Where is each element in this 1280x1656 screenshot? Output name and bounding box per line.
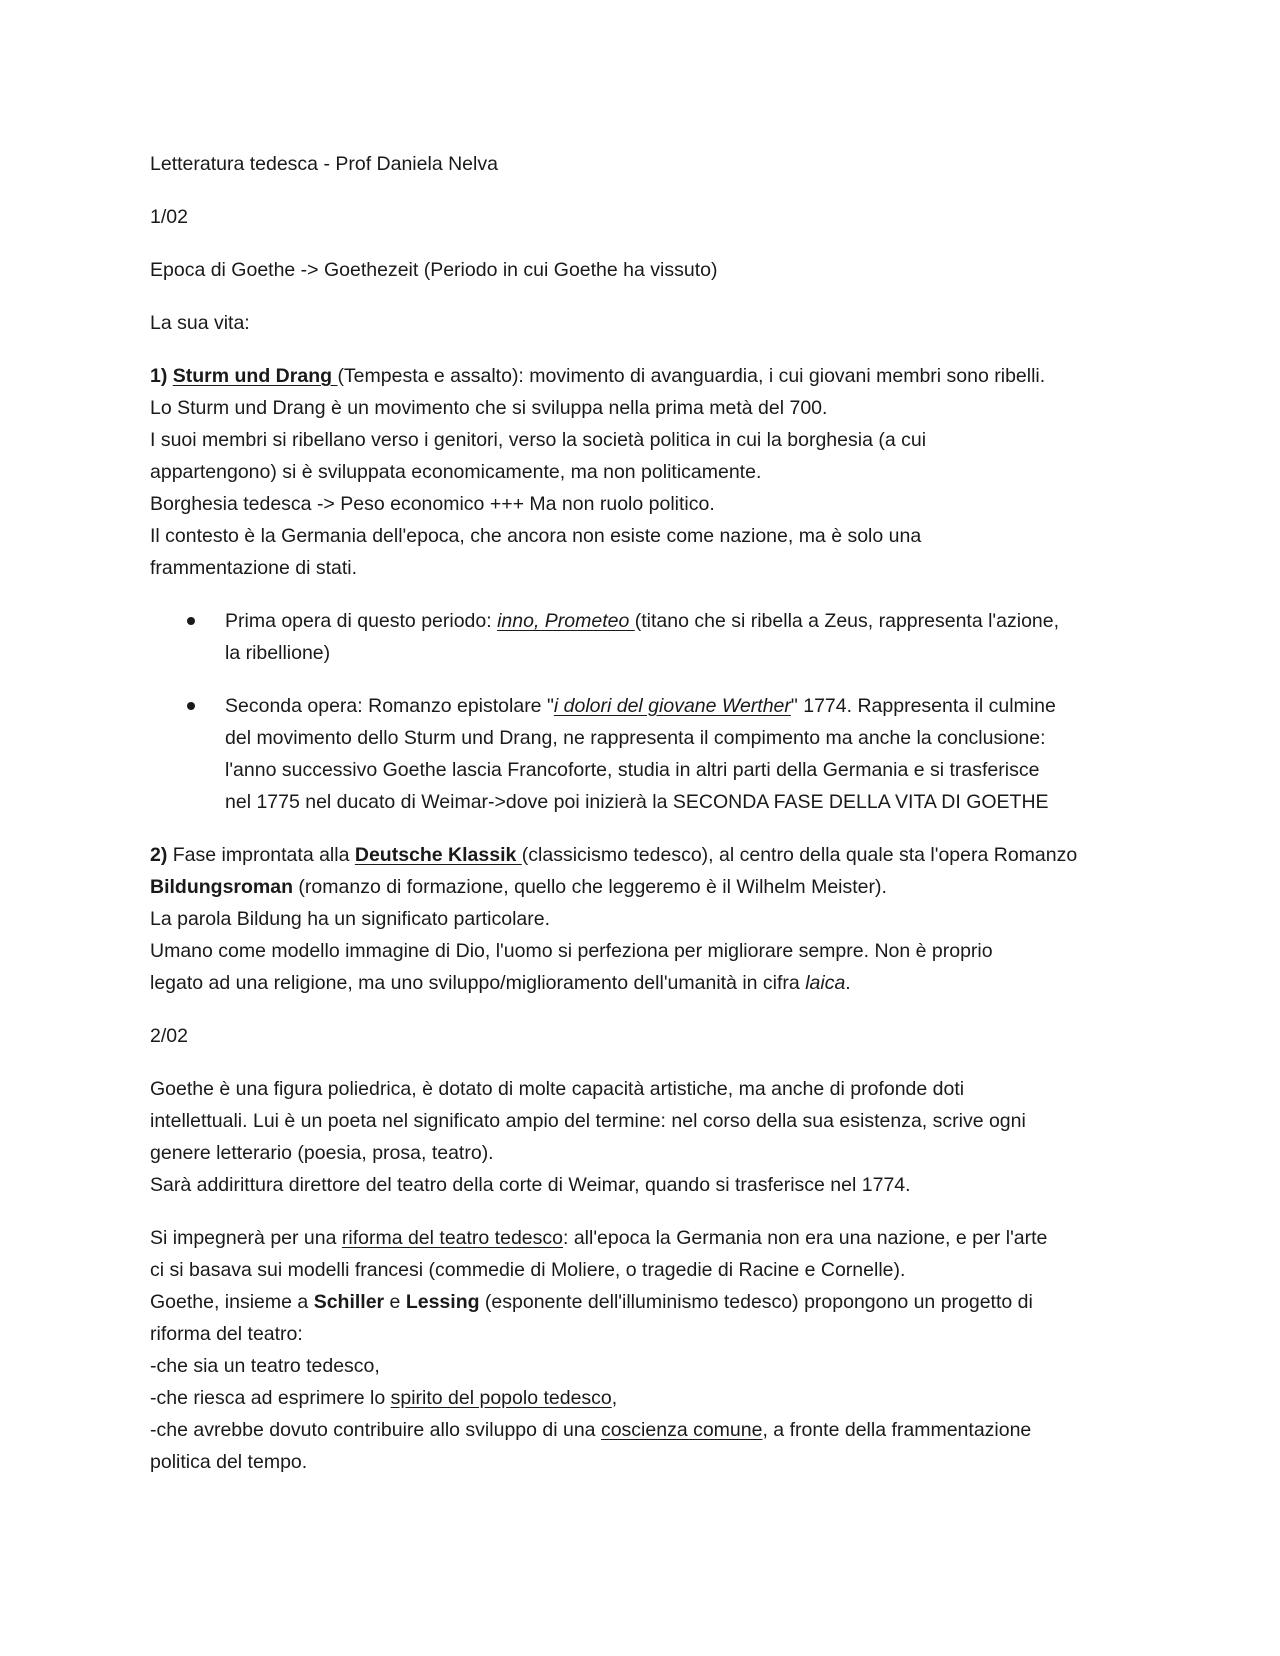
- term-coscienza-comune: coscienza comune: [600, 1419, 763, 1441]
- text-line: intellettuali. Lui è un poeta nel significato ampio del termine: nel corso della sua esistenza, scrive ogni: [150, 1110, 1026, 1132]
- text-line: [225, 605, 1130, 637]
- text-line: [150, 967, 1130, 999]
- emphasis-laica: laica: [805, 972, 846, 994]
- text-line: appartengono) si è sviluppata economicamente, ma non politicamente.: [150, 461, 762, 483]
- works-list: [150, 605, 1130, 818]
- text-line: [150, 1286, 1130, 1318]
- section-number: 2): [150, 844, 168, 866]
- text-line: politica del tempo.: [150, 1451, 308, 1473]
- text-span: .: [845, 972, 851, 994]
- date-heading-2: 2/02: [150, 1025, 188, 1047]
- text-span: Seconda opera: Romanzo epistolare ": [225, 695, 554, 717]
- text-line: ci si basava sui modelli francesi (commedie di Moliere, o tragedie di Racine e Cornelle).: [150, 1259, 906, 1281]
- text-line: [150, 1382, 1130, 1414]
- text-line: [225, 690, 1130, 722]
- section-number: 1): [150, 365, 168, 387]
- section-theatre-reform: [150, 1222, 1130, 1478]
- text-line: [150, 1222, 1130, 1254]
- text-span: ,: [611, 1387, 618, 1409]
- section-deutsche-klassik: [150, 839, 1130, 999]
- text-line: [150, 839, 1130, 871]
- text-span: -che riesca ad esprimere lo: [150, 1387, 391, 1409]
- name-lessing: Lessing: [405, 1291, 480, 1313]
- text-line: -che sia un teatro tedesco,: [150, 1355, 380, 1377]
- term-sturm-und-drang: Sturm und Drang: [172, 365, 338, 387]
- work-title-prometeo: inno, Prometeo: [497, 610, 635, 632]
- text-span: e: [384, 1291, 406, 1313]
- text-span: (romanzo di formazione, quello che leggeremo è il Wilhelm Meister).: [293, 876, 887, 898]
- text-line: nel 1775 nel ducato di Weimar->dove poi inizierà la SECONDA FASE DELLA VITA DI GOETHE: [225, 791, 1049, 813]
- text-span: (esponente dell'illuminismo tedesco) propongono un progetto di: [479, 1291, 1033, 1313]
- text-line: genere letterario (poesia, prosa, teatro).: [150, 1142, 494, 1164]
- bullet-icon: [187, 702, 195, 710]
- text-span: (titano che si ribella a Zeus, rappresenta l'azione,: [634, 610, 1060, 632]
- text-span: legato ad una religione, ma uno sviluppo/miglioramento dell'umanità in cifra: [150, 972, 806, 994]
- text-line: [150, 871, 1130, 903]
- term-deutsche-klassik: Deutsche Klassik: [354, 844, 522, 866]
- text-line: Borghesia tedesca -> Peso economico +++ Ma non ruolo politico.: [150, 493, 715, 515]
- text-line: Sarà addirittura direttore del teatro della corte di Weimar, quando si trasferisce nel 1774.: [150, 1174, 911, 1196]
- term-riforma-teatro: riforma del teatro tedesco: [341, 1227, 563, 1249]
- term-bildungsroman: Bildungsroman: [150, 876, 294, 898]
- list-item: [150, 605, 1130, 669]
- text-line: frammentazione di stati.: [150, 557, 358, 579]
- text-line: la ribellione): [225, 642, 331, 664]
- text-line: Lo Sturm und Drang è un movimento che si sviluppa nella prima metà del 700.: [150, 397, 828, 419]
- text-line: Goethe è una figura poliedrica, è dotato di molte capacità artistiche, ma anche di profonde doti: [150, 1078, 965, 1100]
- text-span: Prima opera di questo periodo:: [225, 610, 498, 632]
- document-title: Letteratura tedesca - Prof Daniela Nelva: [150, 153, 498, 175]
- text-span: Si impegnerà per una: [150, 1227, 342, 1249]
- term-spirito-popolo: spirito del popolo tedesco: [390, 1387, 612, 1409]
- text-line: [150, 1414, 1130, 1446]
- list-item: [150, 690, 1130, 818]
- epoch-line: Epoca di Goethe -> Goethezeit (Periodo in cui Goethe ha vissuto): [150, 259, 718, 281]
- text-span: Goethe, insieme a: [150, 1291, 314, 1313]
- text-line: del movimento dello Sturm und Drang, ne rappresenta il compimento ma anche la conclusione:: [225, 727, 1046, 749]
- text-line: Il contesto è la Germania dell'epoca, che ancora non esiste come nazione, ma è solo una: [150, 525, 922, 547]
- text-line: Umano come modello immagine di Dio, l'uomo si perfeziona per migliorare sempre. Non è proprio: [150, 940, 993, 962]
- text-line: La parola Bildung ha un significato particolare.: [150, 908, 551, 930]
- text-span: : all'epoca la Germania non era una nazione, e per l'arte: [562, 1227, 1048, 1249]
- text-span: " 1774. Rappresenta il culmine: [790, 695, 1056, 717]
- text-span: -che avrebbe dovuto contribuire allo sviluppo di una: [150, 1419, 601, 1441]
- section-goethe-figure: [150, 1073, 1130, 1201]
- text-line: riforma del teatro:: [150, 1323, 303, 1345]
- life-heading: La sua vita:: [150, 312, 250, 334]
- text-span: Fase improntata alla: [167, 844, 355, 866]
- work-title-werther: i dolori del giovane Werther: [553, 695, 791, 717]
- text-line: l'anno successivo Goethe lascia Francoforte, studia in altri parti della Germania e si trasferisce: [225, 759, 1040, 781]
- text-line: [150, 360, 1130, 392]
- name-schiller: Schiller: [313, 1291, 385, 1313]
- text-span: (Tempesta e assalto): movimento di avanguardia, i cui giovani membri sono ribelli.: [337, 365, 1046, 387]
- text-line: I suoi membri si ribellano verso i genitori, verso la società politica in cui la borghesia (a cui: [150, 429, 927, 451]
- text-span: (classicismo tedesco), al centro della quale sta l'opera Romanzo: [521, 844, 1078, 866]
- date-heading-1: 1/02: [150, 206, 188, 228]
- section-sturm-und-drang: [150, 360, 1130, 584]
- bullet-icon: [187, 617, 195, 625]
- text-span: , a fronte della frammentazione: [762, 1419, 1032, 1441]
